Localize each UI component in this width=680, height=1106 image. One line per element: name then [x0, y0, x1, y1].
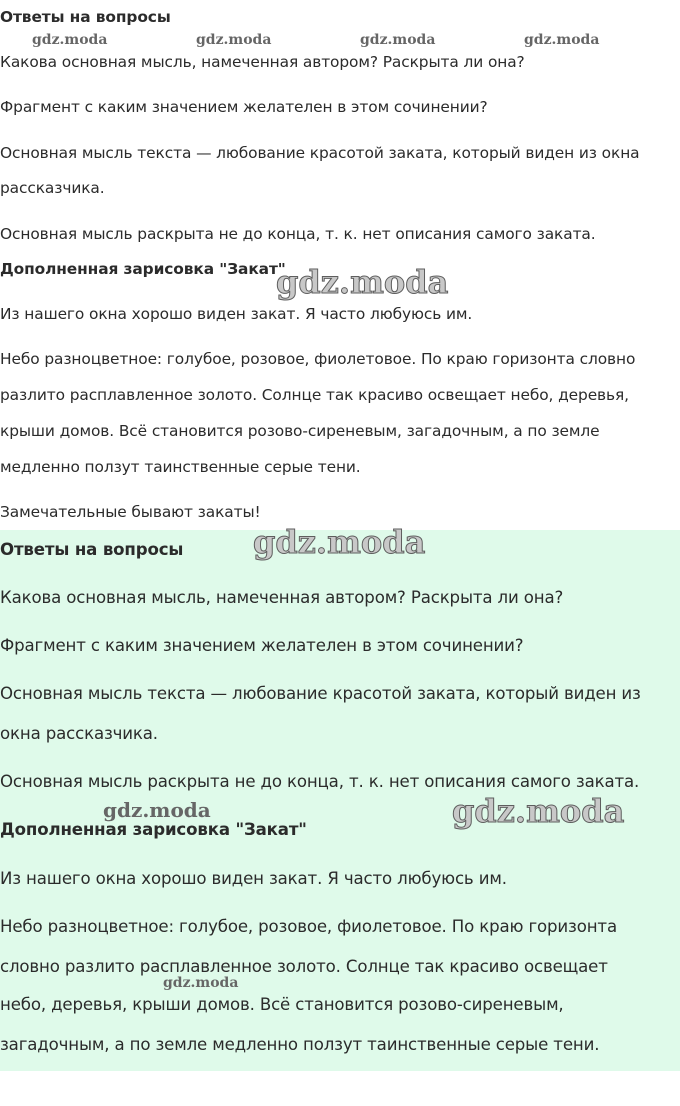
- answer-2: Основная мысль раскрыта не до конца, т. к. нет описания самого заката.: [0, 225, 596, 243]
- sketch-paragraph-2-line-1: Небо разноцветное: голубое, розовое, фиолетовое. По краю горизонта: [0, 917, 617, 936]
- sketch-paragraph-2-line-4: медленно ползут таинственные серые тени.: [0, 458, 361, 476]
- question-2: Фрагмент с каким значением желателен в этом сочинении?: [0, 636, 524, 655]
- watermark-logo: gdz.moda: [32, 32, 108, 48]
- watermark-logo: gdz.moda: [103, 798, 211, 822]
- watermark-logo: gdz.moda: [163, 975, 239, 991]
- sketch-paragraph-1: Из нашего окна хорошо виден закат. Я часто любуюсь им.: [0, 869, 507, 888]
- answer-1-line-1: Основная мысль текста — любование красотой заката, который виден из: [0, 684, 641, 703]
- sketch-paragraph-2-line-1: Небо разноцветное: голубое, розовое, фиолетовое. По краю горизонта словно: [0, 350, 636, 368]
- answer-section-bottom: [0, 523, 680, 1071]
- sketch-paragraph-1: Из нашего окна хорошо виден закат. Я часто любуюсь им.: [0, 305, 473, 323]
- question-2: Фрагмент с каким значением желателен в этом сочинении?: [0, 98, 488, 116]
- watermark-logo: gdz.moda: [253, 523, 426, 561]
- watermark-logo: gdz.moda: [196, 32, 272, 48]
- sketch-paragraph-2-line-3: небо, деревья, крыши домов. Всё становится розово-сиреневым,: [0, 995, 564, 1014]
- section-heading: Ответы на вопросы: [0, 8, 171, 26]
- section-heading: Ответы на вопросы: [0, 540, 184, 559]
- answer-1-line-2: окна рассказчика.: [0, 724, 158, 743]
- sketch-paragraph-2-line-4: загадочным, а по земле медленно ползут таинственные серые тени.: [0, 1035, 600, 1054]
- sketch-heading: Дополненная зарисовка "Закат": [0, 820, 307, 839]
- sketch-paragraph-3: Замечательные бывают закаты!: [0, 503, 261, 521]
- watermark-logo: gdz.moda: [360, 32, 436, 48]
- answer-2: Основная мысль раскрыта не до конца, т. к. нет описания самого заката.: [0, 772, 640, 791]
- sketch-paragraph-2-line-3: крыши домов. Всё становится розово-сиреневым, загадочным, а по земле: [0, 422, 600, 440]
- sketch-heading: Дополненная зарисовка "Закат": [0, 260, 286, 278]
- sketch-paragraph-2-line-2: словно разлито расплавленное золото. Солнце так красиво освещает: [0, 957, 608, 976]
- answer-section-top: [0, 0, 680, 530]
- question-1: Какова основная мысль, намеченная автором? Раскрыта ли она?: [0, 53, 525, 71]
- sketch-paragraph-2-line-2: разлито расплавленное золото. Солнце так красиво освещает небо, деревья,: [0, 386, 629, 404]
- answer-1-line-1: Основная мысль текста — любование красотой заката, который виден из окна: [0, 144, 640, 162]
- watermark-logo: gdz.moda: [276, 263, 449, 301]
- answer-1-line-2: рассказчика.: [0, 179, 105, 197]
- watermark-logo: gdz.moda: [452, 792, 625, 830]
- question-1: Какова основная мысль, намеченная автором? Раскрыта ли она?: [0, 588, 564, 607]
- watermark-logo: gdz.moda: [524, 32, 600, 48]
